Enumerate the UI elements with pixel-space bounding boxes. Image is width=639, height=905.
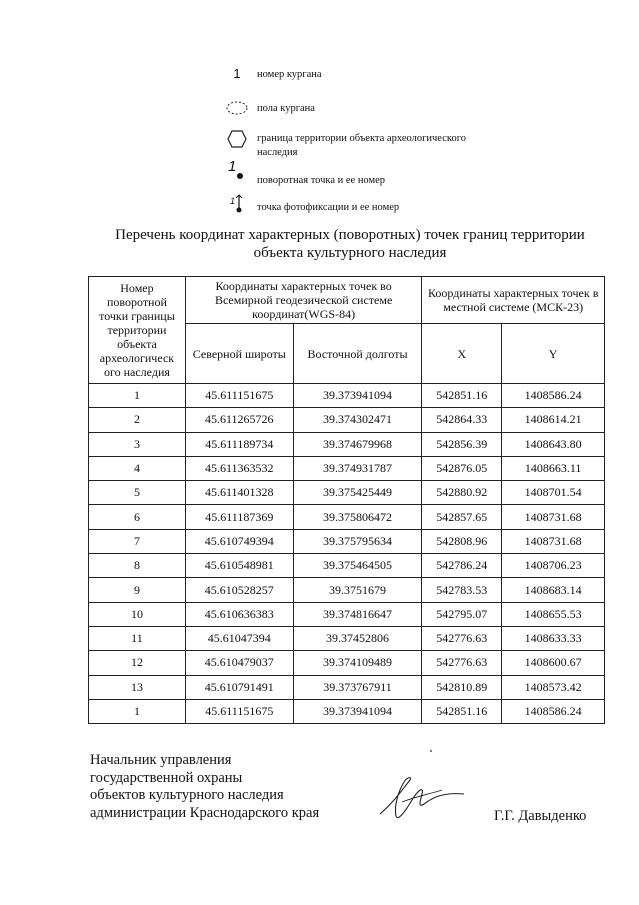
signer-name: Г.Г. Давыденко: [494, 808, 587, 824]
header-point-number: Номер поворотной точки границы территории объекта археологическ ого наследия: [89, 277, 186, 384]
cell-lon: 39.374931787: [293, 456, 422, 480]
signer-title-line: Начальник управления: [90, 752, 232, 768]
table-row: [89, 505, 605, 529]
signer-title-line: объектов культурного наследия: [90, 787, 284, 803]
cell-x: 542856.39: [422, 432, 502, 456]
cell-lon: 39.373941094: [293, 384, 422, 408]
table-row: [89, 602, 605, 626]
table-row: [89, 384, 605, 408]
cell-lon: 39.375425449: [293, 481, 422, 505]
cell-lat: 45.610791491: [185, 675, 293, 699]
cell-lat: 45.611363532: [185, 456, 293, 480]
header-y: Y: [502, 324, 605, 384]
cell-x: 542880.92: [422, 481, 502, 505]
turning-point-number: 1: [228, 158, 237, 175]
cell-y: 1408573.42: [502, 675, 605, 699]
header-wgs-group: Координаты характерных точек во Всемирной геодезической системе координат(WGS-84): [185, 277, 421, 324]
cell-x: 542776.63: [422, 651, 502, 675]
cell-lon: 39.375464505: [293, 554, 422, 578]
cell-lon: 39.374816647: [293, 602, 422, 626]
cell-lon: 39.37452806: [293, 626, 422, 650]
table-row: [89, 626, 605, 650]
cell-lat: 45.610749394: [185, 529, 293, 553]
cell-n: 5: [89, 481, 186, 505]
cell-lat: 45.611151675: [185, 699, 293, 723]
table-row: [89, 529, 605, 553]
cell-n: 13: [89, 675, 186, 699]
cell-y: 1408586.24: [502, 699, 605, 723]
cell-y: 1408706.23: [502, 554, 605, 578]
cell-x: 542864.33: [422, 408, 502, 432]
turning-point-icon: [222, 160, 252, 184]
cell-lat: 45.611189734: [185, 432, 293, 456]
cell-y: 1408586.24: [502, 384, 605, 408]
dashed-ellipse-icon: [222, 100, 252, 119]
cell-n: 9: [89, 578, 186, 602]
cell-y: 1408614.21: [502, 408, 605, 432]
cell-n: 6: [89, 505, 186, 529]
coordinates-table: [88, 276, 605, 724]
cell-x: 542783.53: [422, 578, 502, 602]
photo-point-icon: [222, 194, 252, 216]
ink-dot: [430, 750, 432, 752]
header-x: X: [422, 324, 502, 384]
cell-n: 3: [89, 432, 186, 456]
header-latitude: Северной широты: [185, 324, 293, 384]
cell-lon: 39.374679968: [293, 432, 422, 456]
cell-lat: 45.611401328: [185, 481, 293, 505]
cell-lat: 45.611151675: [185, 384, 293, 408]
cell-x: 542851.16: [422, 699, 502, 723]
cell-x: 542810.89: [422, 675, 502, 699]
table-row: [89, 675, 605, 699]
cell-y: 1408643.80: [502, 432, 605, 456]
signer-title-line: администрации Краснодарского края: [90, 804, 320, 821]
cell-lat: 45.610636383: [185, 602, 293, 626]
cell-lon: 39.375806472: [293, 505, 422, 529]
cell-n: 1: [89, 699, 186, 723]
cell-x: 542808.96: [422, 529, 502, 553]
cell-x: 542857.65: [422, 505, 502, 529]
cell-lat: 45.611265726: [185, 408, 293, 432]
cell-y: 1408633.33: [502, 626, 605, 650]
hexagon-icon: [222, 130, 252, 151]
cell-n: 8: [89, 554, 186, 578]
legend-label: пола кургана: [257, 103, 315, 114]
cell-x: 542851.16: [422, 384, 502, 408]
cell-lon: 39.373767911: [293, 675, 422, 699]
legend-label: поворотная точка и ее номер: [257, 175, 386, 186]
cell-lat: 45.610528257: [185, 578, 293, 602]
table-row: [89, 651, 605, 675]
cell-lat: 45.610479037: [185, 651, 293, 675]
legend-label: точка фотофиксации и ее номер: [257, 202, 400, 213]
cell-n: 11: [89, 626, 186, 650]
cell-lon: 39.374302471: [293, 408, 422, 432]
table-row: [89, 456, 605, 480]
cell-n: 10: [89, 602, 186, 626]
table-row: [89, 699, 605, 723]
cell-x: 542776.63: [422, 626, 502, 650]
cell-x: 542876.05: [422, 456, 502, 480]
cell-lon: 39.373941094: [293, 699, 422, 723]
cell-y: 1408683.14: [502, 578, 605, 602]
cell-x: 542786.24: [422, 554, 502, 578]
table-row: [89, 408, 605, 432]
cell-n: 1: [89, 384, 186, 408]
cell-n: 2: [89, 408, 186, 432]
table-row: [89, 554, 605, 578]
photo-point-number: 1: [230, 196, 236, 206]
signer-title-line: государственной охраны: [90, 769, 243, 786]
legend-label: номер кургана: [257, 69, 322, 80]
cell-lat: 45.61047394: [185, 626, 293, 650]
cell-n: 4: [89, 456, 186, 480]
document-title: Перечень координат характерных (поворотных) точек границ территории объекта культурного наследия: [115, 227, 585, 261]
cell-lon: 39.375795634: [293, 529, 422, 553]
cell-y: 1408701.54: [502, 481, 605, 505]
cell-lon: 39.374109489: [293, 651, 422, 675]
cell-y: 1408600.67: [502, 651, 605, 675]
table-row: [89, 432, 605, 456]
cell-n: 7: [89, 529, 186, 553]
cell-y: 1408655.53: [502, 602, 605, 626]
cell-lat: 45.611187369: [185, 505, 293, 529]
cell-lon: 39.3751679: [293, 578, 422, 602]
cell-y: 1408731.68: [502, 529, 605, 553]
table-row: [89, 578, 605, 602]
table-row: [89, 481, 605, 505]
signature-block: [90, 752, 319, 822]
cell-n: 12: [89, 651, 186, 675]
cell-y: 1408731.68: [502, 505, 605, 529]
cell-x: 542795.07: [422, 602, 502, 626]
legend-label: граница территории объекта археологического наследия: [257, 133, 466, 158]
cell-lat: 45.610548981: [185, 554, 293, 578]
header-msk-group: Координаты характерных точек в местной системе (МСК-23): [422, 277, 605, 324]
cell-y: 1408663.11: [502, 456, 605, 480]
number-one-icon: 1: [233, 66, 241, 81]
header-longitude: Восточной долготы: [293, 324, 422, 384]
handwritten-signature: [372, 772, 472, 827]
